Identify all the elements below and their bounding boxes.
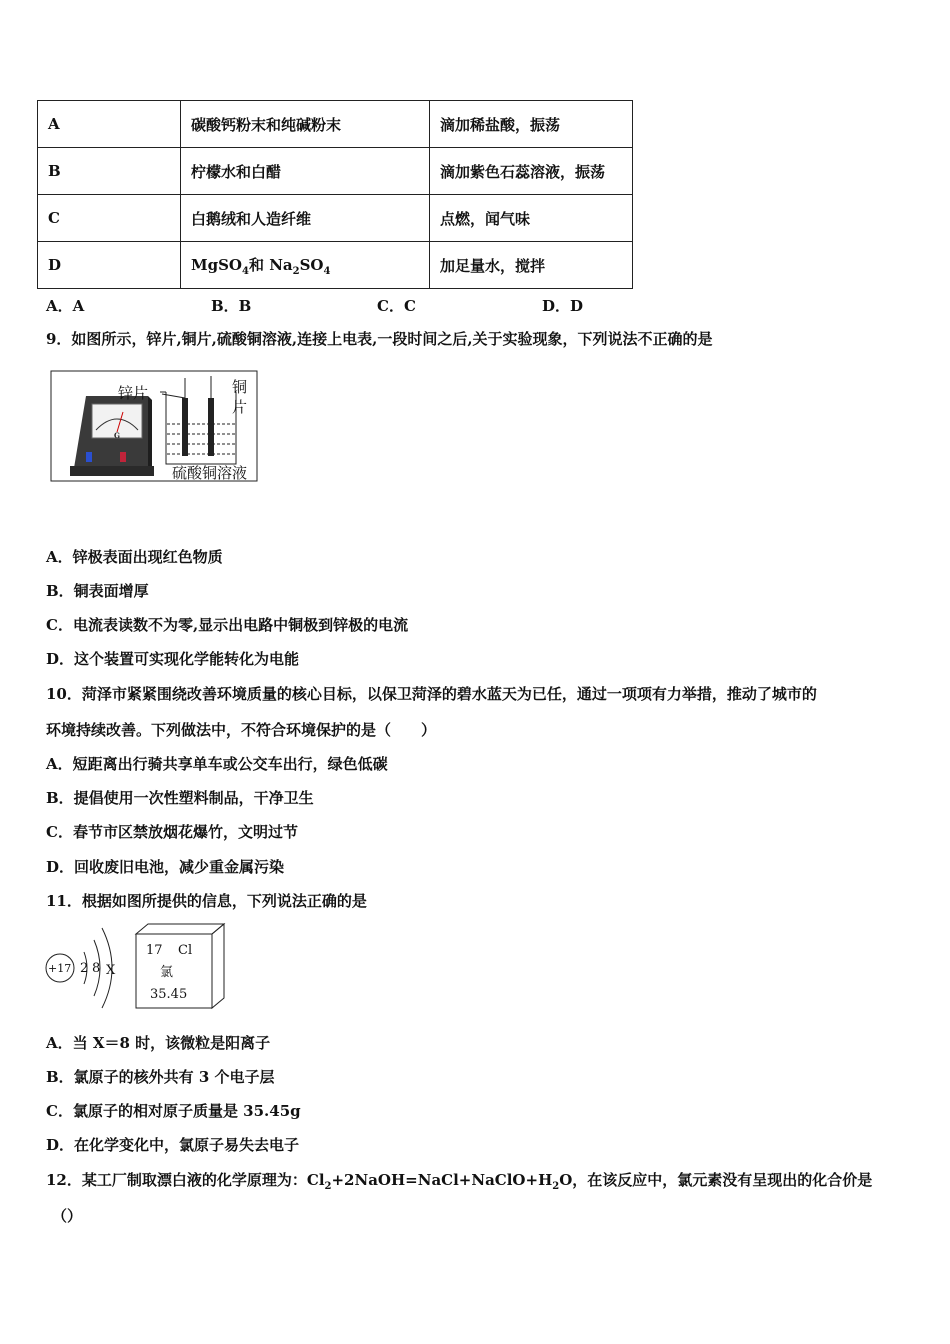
table-row [38, 242, 633, 289]
svg-text:8: 8 [92, 961, 101, 976]
row-label: C [38, 195, 181, 242]
copper-label-1: 铜 [232, 378, 248, 396]
q12-blank: （） [52, 1207, 83, 1225]
svg-text:G: G [114, 431, 120, 440]
row-method: 滴加稀盐酸，振荡 [430, 101, 633, 148]
q10-stem-cont: 环境持续改善。下列做法中，不符合环境保护的是（ ） [46, 721, 437, 739]
row-item: 碳酸钙粉末和纯碱粉末 [181, 101, 430, 148]
svg-text:17: 17 [146, 943, 163, 958]
q10-option-c[interactable]: C．春节市区禁放烟花爆竹，文明过节 [46, 823, 298, 841]
q9-option-c[interactable]: C．电流表读数不为零,显示出电路中铜极到锌极的电流 [46, 616, 409, 634]
galvanic-cell-figure [48, 368, 260, 484]
beaker-icon [160, 376, 236, 464]
svg-text:氯: 氯 [160, 965, 174, 980]
copper-label-2: 片 [232, 398, 248, 416]
chlorine-figure [40, 920, 240, 1018]
choice-c[interactable]: C．C [377, 297, 416, 315]
q9-stem: 9．如图所示，锌片,铜片,硫酸铜溶液,连接上电表,一段时间之后,关于实验现象，下列说法不正确的是 [46, 330, 713, 348]
row-label: A [38, 101, 181, 148]
choice-b[interactable]: B．B [211, 297, 252, 315]
table-row [38, 195, 633, 242]
q11-option-a[interactable]: A．当 X＝8 时，该微粒是阳离子 [46, 1034, 271, 1052]
element-card [136, 924, 224, 1008]
q12-stem: 12．某工厂制取漂白液的化学原理为：$Cl_2+2NaOH=NaCl+NaClO+H_2O$，在该反应中，氯元素没有呈现出的化合价是 [46, 1171, 873, 1192]
row-method: 加足量水，搅拌 [430, 242, 633, 289]
row-item: 柠檬水和白醋 [181, 148, 430, 195]
q9-option-a[interactable]: A．锌极表面出现红色物质 [46, 548, 223, 566]
choice-a[interactable]: A．A [46, 297, 85, 315]
choice-d[interactable]: D．D [542, 297, 584, 315]
q11-option-d[interactable]: D．在化学变化中，氯原子易失去电子 [46, 1136, 300, 1154]
svg-text:+17: +17 [48, 962, 72, 975]
q11-stem: 11．根据如图所提供的信息，下列说法正确的是 [46, 892, 367, 910]
table-row [38, 101, 633, 148]
row-item: MgSO$_4$和 $Na_2SO_4$ [181, 242, 430, 289]
svg-text:X: X [106, 963, 116, 978]
options-table [37, 100, 633, 289]
solution-label: 硫酸铜溶液 [172, 464, 248, 482]
q9-option-b[interactable]: B．铜表面增厚 [46, 582, 149, 600]
table-row [38, 148, 633, 195]
row-label: B [38, 148, 181, 195]
q11-option-c[interactable]: C．氯原子的相对原子质量是 35.45g [46, 1102, 301, 1120]
svg-text:Cl: Cl [178, 943, 193, 958]
q11-option-b[interactable]: B．氯原子的核外共有 3 个电子层 [46, 1068, 275, 1086]
q10-option-b[interactable]: B．提倡使用一次性塑料制品，干净卫生 [46, 789, 314, 807]
row-label: D [38, 242, 181, 289]
q10-option-d[interactable]: D．回收废旧电池，减少重金属污染 [46, 858, 285, 876]
row-item: 白鹅绒和人造纤维 [181, 195, 430, 242]
ammeter-icon [70, 396, 154, 476]
atom-structure-icon [46, 928, 116, 1008]
row-method: 点燃，闻气味 [430, 195, 633, 242]
zinc-label: 锌片 [118, 384, 149, 402]
svg-text:2: 2 [80, 961, 89, 976]
row-method: 滴加紫色石蕊溶液，振荡 [430, 148, 633, 195]
q10-option-a[interactable]: A．短距离出行骑共享单车或公交车出行，绿色低碳 [46, 755, 388, 773]
q10-stem: 10．菏泽市紧紧围绕改善环境质量的核心目标，以保卫菏泽的碧水蓝天为已任，通过一项项有力举措，推动了城市的 [46, 685, 817, 703]
svg-text:35.45: 35.45 [150, 987, 188, 1002]
q9-option-d[interactable]: D．这个装置可实现化学能转化为电能 [46, 650, 300, 668]
